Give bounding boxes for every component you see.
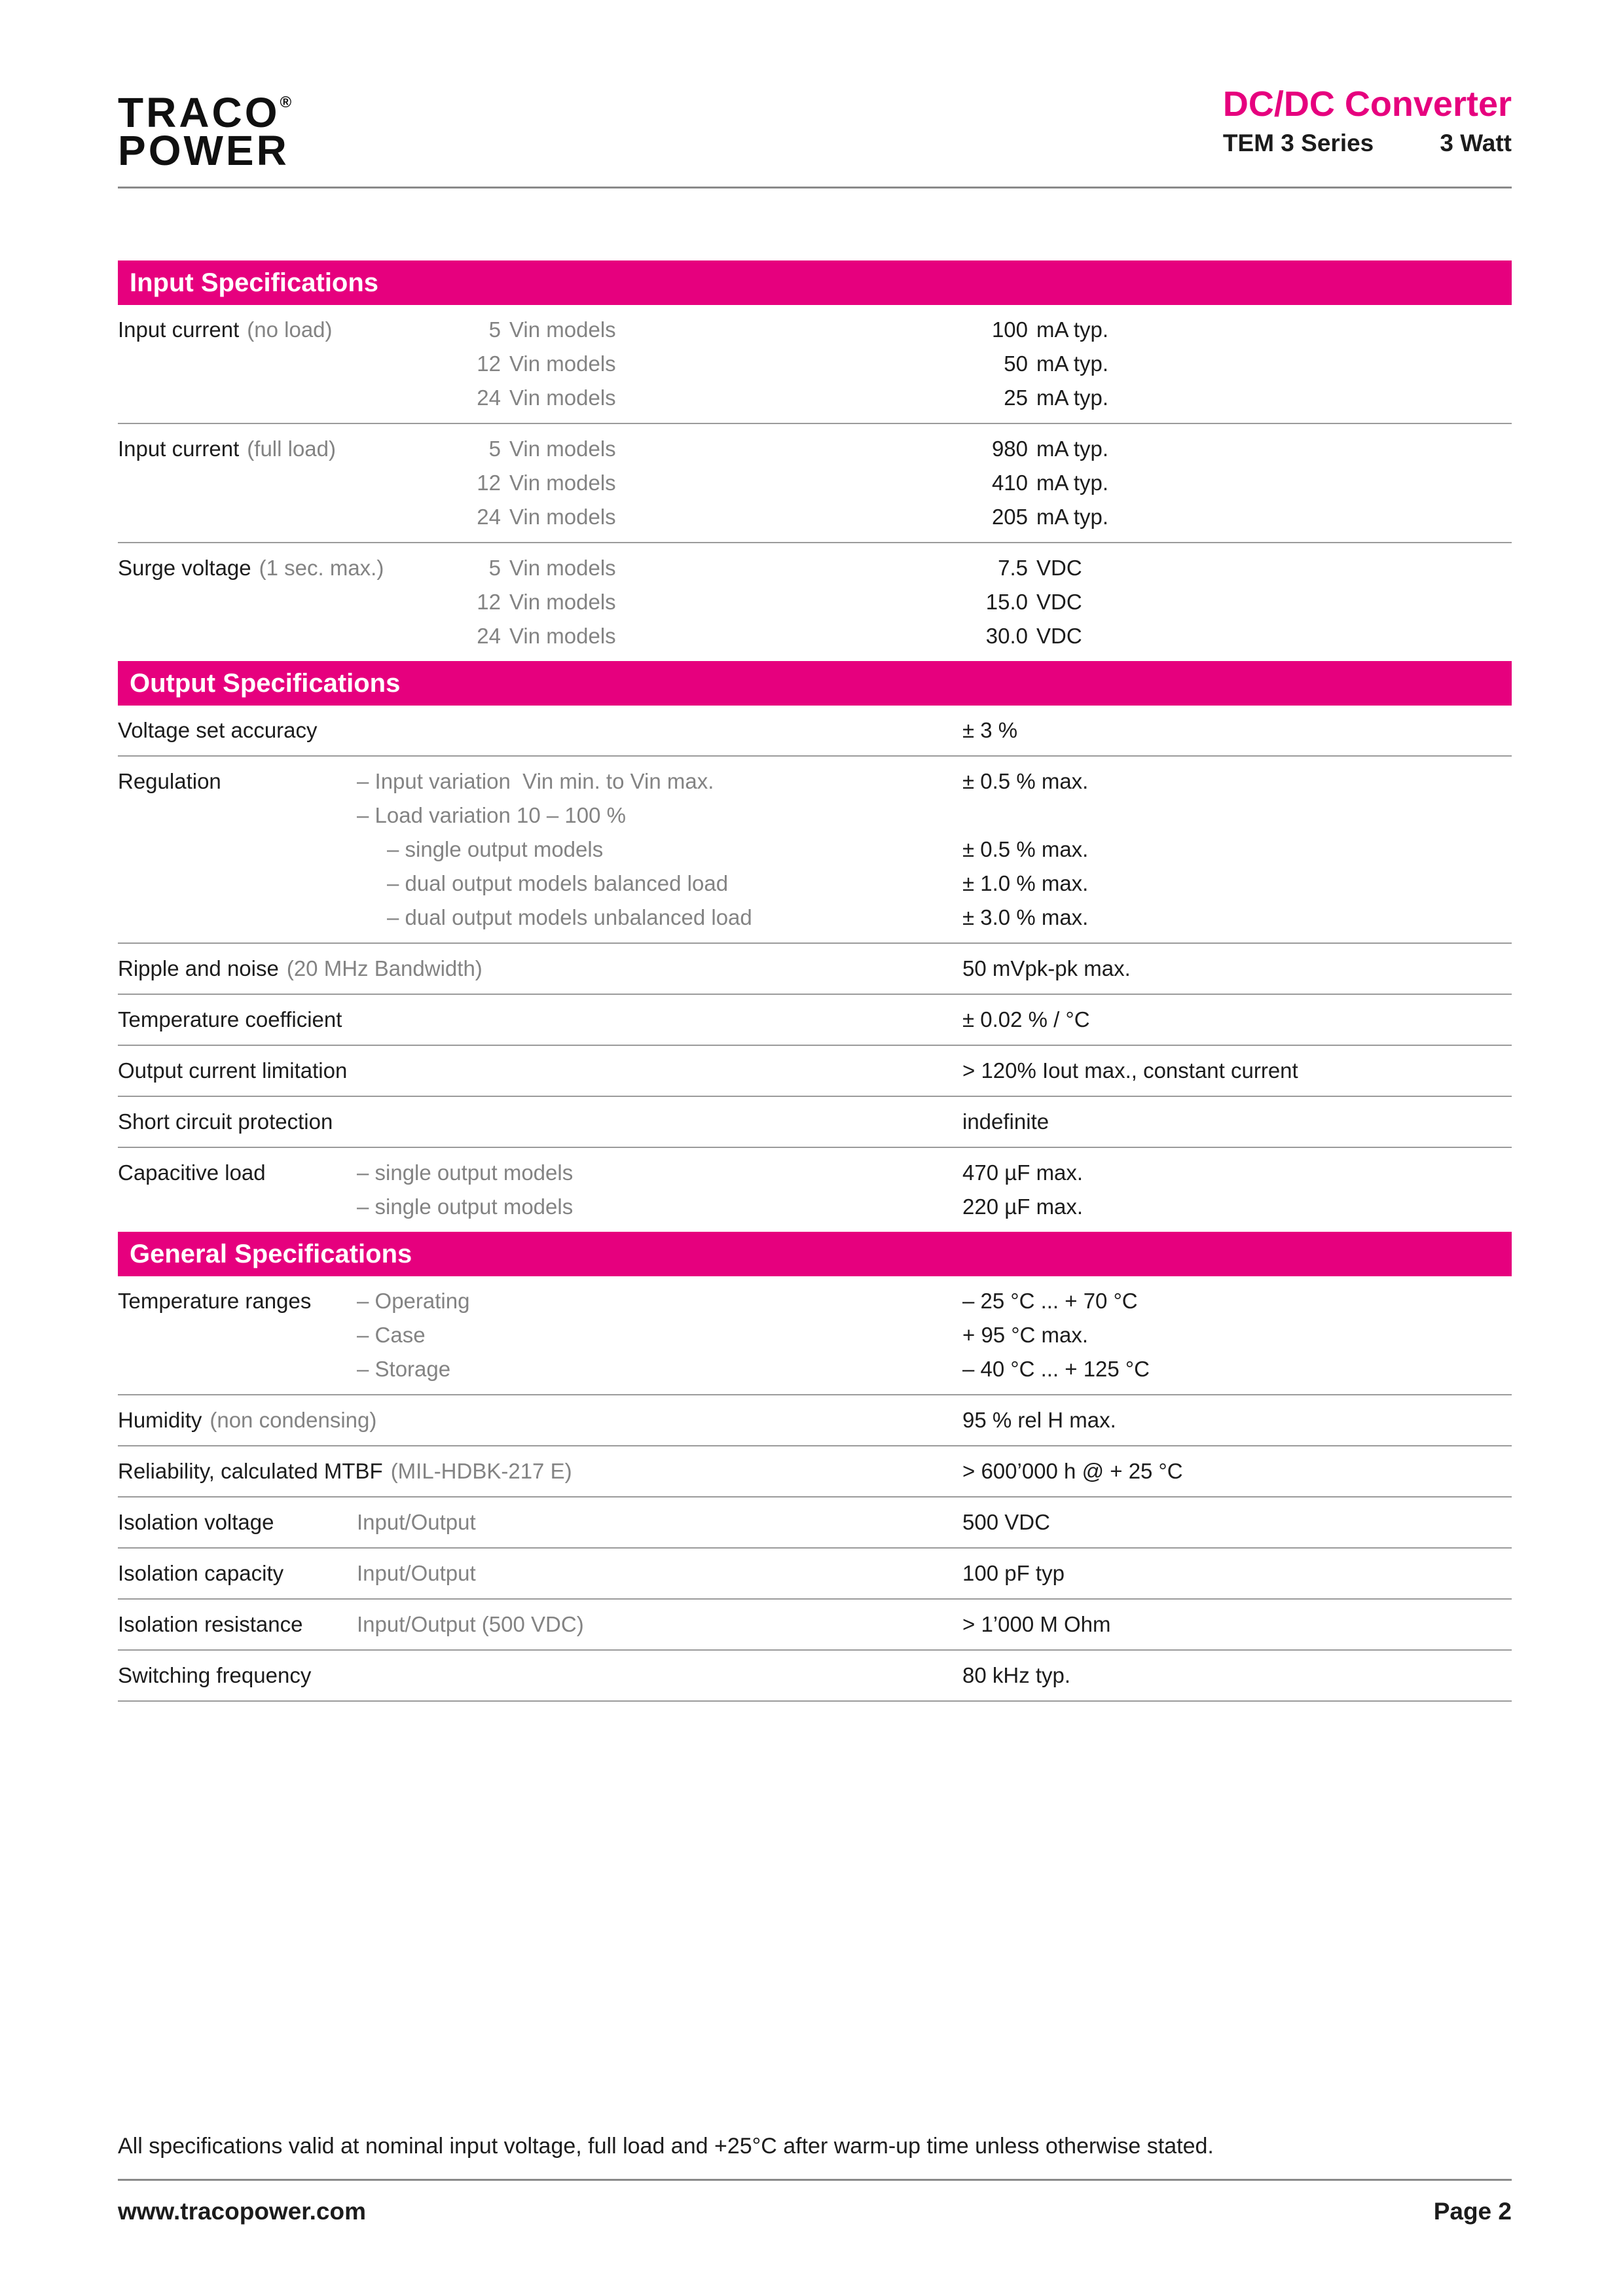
value-text: ± 0.5 % max. bbox=[962, 837, 1089, 861]
section-header-input-specifications: Input Specifications bbox=[118, 260, 1512, 305]
spec-sub-empty bbox=[357, 1659, 962, 1693]
value-text: + 95 °C max. bbox=[962, 1323, 1089, 1347]
footer-divider bbox=[118, 2179, 1512, 2181]
spec-line bbox=[118, 1454, 1512, 1488]
value-unit: mA typ. bbox=[1036, 351, 1109, 376]
spec-line bbox=[118, 1403, 1512, 1437]
value-cell-empty bbox=[962, 798, 1512, 833]
row-divider bbox=[118, 1700, 1512, 1702]
model-cell bbox=[357, 347, 962, 381]
value-text: indefinite bbox=[962, 1109, 1049, 1134]
value-text: 220 µF max. bbox=[962, 1194, 1084, 1219]
spec-label-empty bbox=[118, 381, 357, 415]
spec-sub-empty bbox=[357, 713, 962, 747]
value-text: – 25 °C ... + 70 °C bbox=[962, 1289, 1138, 1313]
spec-label bbox=[118, 1454, 572, 1488]
model-cell bbox=[357, 619, 962, 653]
spec-label bbox=[118, 1659, 357, 1693]
spec-sub bbox=[357, 901, 962, 935]
spec-line bbox=[118, 585, 1512, 619]
row-humidity bbox=[118, 1395, 1512, 1445]
spec-label bbox=[118, 1556, 357, 1590]
value-cell bbox=[962, 313, 1512, 347]
page-footer bbox=[118, 2134, 1512, 2225]
page-content bbox=[118, 84, 1512, 1702]
spec-line bbox=[118, 1318, 1512, 1352]
value-number: 25 bbox=[1004, 386, 1028, 410]
spec-label-empty bbox=[118, 466, 357, 500]
model-number: 12 bbox=[477, 471, 501, 495]
label-text: Input current bbox=[118, 437, 240, 461]
spec-label-empty bbox=[118, 798, 357, 833]
spec-sub bbox=[357, 1505, 962, 1539]
label-text: Humidity bbox=[118, 1408, 202, 1432]
value-cell bbox=[962, 833, 1512, 867]
value-unit: VDC bbox=[1036, 590, 1082, 614]
label-text: Switching frequency bbox=[118, 1663, 312, 1687]
label-text: Surge voltage bbox=[118, 556, 251, 580]
spec-label bbox=[118, 1054, 357, 1088]
row-output-current-limitation bbox=[118, 1046, 1512, 1096]
header-divider bbox=[118, 187, 1512, 188]
spec-line bbox=[118, 432, 1512, 466]
label-text: Ripple and noise bbox=[118, 956, 279, 980]
value-cell bbox=[962, 466, 1512, 500]
value-text: > 600’000 h @ + 25 °C bbox=[962, 1459, 1183, 1483]
row-surge-voltage bbox=[118, 543, 1512, 661]
value-text: 100 pF typ bbox=[962, 1561, 1065, 1585]
row-reliability-mtbf bbox=[118, 1446, 1512, 1496]
spec-sub bbox=[357, 1190, 962, 1224]
model-number: 24 bbox=[477, 386, 501, 410]
spec-line bbox=[118, 313, 1512, 347]
spec-line bbox=[118, 1659, 1512, 1693]
model-text: Vin models bbox=[509, 505, 616, 529]
spec-line bbox=[118, 1284, 1512, 1318]
spec-sub-text: Input/Output (500 VDC) bbox=[357, 1612, 584, 1636]
spec-line bbox=[118, 1054, 1512, 1088]
value-cell bbox=[962, 1190, 1512, 1224]
value-cell bbox=[962, 347, 1512, 381]
value-cell bbox=[962, 1156, 1512, 1190]
model-number: 12 bbox=[477, 351, 501, 376]
spec-label bbox=[118, 1284, 357, 1318]
spec-label bbox=[118, 1156, 357, 1190]
label-note: (MIL-HDBK-217 E) bbox=[390, 1459, 572, 1483]
logo-text-traco: TRACO bbox=[118, 89, 280, 136]
logo-line-traco bbox=[118, 84, 292, 136]
spec-line bbox=[118, 764, 1512, 798]
power-rating: 3 Watt bbox=[1440, 130, 1512, 156]
value-unit: mA typ. bbox=[1036, 437, 1109, 461]
value-cell bbox=[962, 1505, 1512, 1539]
footer-row bbox=[118, 2198, 1512, 2225]
label-text: Voltage set accuracy bbox=[118, 718, 318, 742]
value-text: ± 3.0 % max. bbox=[962, 905, 1089, 929]
spec-sub-empty bbox=[357, 1403, 962, 1437]
model-number: 12 bbox=[477, 590, 501, 614]
spec-sub-text: – dual output models unbalanced load bbox=[387, 905, 752, 929]
model-text: Vin models bbox=[509, 624, 616, 648]
row-switching-frequency bbox=[118, 1651, 1512, 1700]
value-cell bbox=[962, 1318, 1512, 1352]
spec-line bbox=[118, 466, 1512, 500]
value-text: > 120% Iout max., constant current bbox=[962, 1058, 1298, 1083]
value-text: ± 0.02 % / °C bbox=[962, 1007, 1090, 1031]
spec-line bbox=[118, 381, 1512, 415]
value-number: 980 bbox=[991, 437, 1028, 461]
spec-label-empty bbox=[118, 1190, 357, 1224]
spec-line bbox=[118, 500, 1512, 534]
website-link: www.tracopower.com bbox=[118, 2198, 366, 2225]
spec-sub-empty bbox=[357, 1454, 962, 1488]
label-text: Capacitive load bbox=[118, 1160, 266, 1185]
value-cell bbox=[962, 1403, 1512, 1437]
spec-sub-empty bbox=[357, 1003, 962, 1037]
value-text: ± 3 % bbox=[962, 718, 1018, 742]
model-cell bbox=[357, 313, 962, 347]
series-name: TEM 3 Series bbox=[1222, 130, 1374, 156]
registered-trademark-icon: ® bbox=[280, 94, 292, 111]
spec-label bbox=[118, 1403, 377, 1437]
value-text: ± 0.5 % max. bbox=[962, 769, 1089, 793]
value-cell bbox=[962, 500, 1512, 534]
model-text: Vin models bbox=[509, 471, 616, 495]
spec-sub-text: – Case bbox=[357, 1323, 426, 1347]
value-number: 15.0 bbox=[985, 590, 1028, 614]
spec-label-empty bbox=[118, 585, 357, 619]
label-text: Isolation resistance bbox=[118, 1612, 303, 1636]
label-note: (1 sec. max.) bbox=[259, 556, 384, 580]
spec-sub-text: – Load variation 10 – 100 % bbox=[357, 803, 626, 827]
spec-label-empty bbox=[118, 901, 357, 935]
spec-line bbox=[118, 901, 1512, 935]
value-unit: mA typ. bbox=[1036, 505, 1109, 529]
label-text: Reliability, calculated MTBF bbox=[118, 1459, 383, 1483]
model-number: 5 bbox=[488, 317, 501, 342]
spec-label bbox=[118, 1607, 357, 1641]
spec-sub-text: – Operating bbox=[357, 1289, 470, 1313]
row-isolation-voltage bbox=[118, 1498, 1512, 1547]
spec-label-empty bbox=[118, 1318, 357, 1352]
product-title: DC/DC Converter bbox=[1222, 84, 1512, 124]
spec-line bbox=[118, 1003, 1512, 1037]
label-text: Isolation capacity bbox=[118, 1561, 284, 1585]
header bbox=[118, 84, 1512, 174]
spec-label-empty bbox=[118, 1352, 357, 1386]
spec-label-empty bbox=[118, 833, 357, 867]
value-number: 50 bbox=[1004, 351, 1028, 376]
spec-line bbox=[118, 1105, 1512, 1139]
traco-power-logo bbox=[118, 84, 292, 174]
value-text: 470 µF max. bbox=[962, 1160, 1084, 1185]
spec-line bbox=[118, 833, 1512, 867]
value-number: 410 bbox=[991, 471, 1028, 495]
row-capacitive-load bbox=[118, 1148, 1512, 1232]
value-cell bbox=[962, 1003, 1512, 1037]
model-number: 5 bbox=[488, 556, 501, 580]
value-text: 50 mVpk-pk max. bbox=[962, 956, 1131, 980]
value-text: > 1’000 M Ohm bbox=[962, 1612, 1111, 1636]
value-cell bbox=[962, 1054, 1512, 1088]
value-unit: VDC bbox=[1036, 556, 1082, 580]
row-temperature-ranges bbox=[118, 1276, 1512, 1394]
row-input-current-no-load bbox=[118, 305, 1512, 423]
page-number: Page 2 bbox=[1433, 2198, 1512, 2225]
model-text: Vin models bbox=[509, 556, 616, 580]
spec-line bbox=[118, 798, 1512, 833]
row-voltage-set-accuracy bbox=[118, 706, 1512, 755]
value-cell bbox=[962, 1659, 1512, 1693]
model-text: Vin models bbox=[509, 386, 616, 410]
spec-label-empty bbox=[118, 500, 357, 534]
value-cell bbox=[962, 764, 1512, 798]
series-row bbox=[1223, 130, 1512, 157]
spec-line bbox=[118, 1556, 1512, 1590]
model-text: Vin models bbox=[509, 351, 616, 376]
label-text: Temperature ranges bbox=[118, 1289, 312, 1313]
value-number: 205 bbox=[991, 505, 1028, 529]
value-cell bbox=[962, 432, 1512, 466]
spec-label bbox=[118, 432, 357, 466]
value-unit: mA typ. bbox=[1036, 471, 1109, 495]
model-text: Vin models bbox=[509, 317, 616, 342]
spec-line bbox=[118, 1505, 1512, 1539]
logo-line-power: POWER bbox=[118, 127, 289, 174]
spec-line bbox=[118, 551, 1512, 585]
spec-line bbox=[118, 867, 1512, 901]
model-text: Vin models bbox=[509, 590, 616, 614]
row-isolation-resistance bbox=[118, 1600, 1512, 1649]
value-cell bbox=[962, 1352, 1512, 1386]
model-cell bbox=[357, 432, 962, 466]
section-header-output-specifications: Output Specifications bbox=[118, 661, 1512, 706]
spec-sub bbox=[357, 798, 962, 833]
spec-label bbox=[118, 1105, 357, 1139]
row-temperature-coefficient bbox=[118, 995, 1512, 1045]
spec-sub bbox=[357, 1318, 962, 1352]
spec-label bbox=[118, 952, 483, 986]
value-cell bbox=[962, 551, 1512, 585]
spec-sub bbox=[357, 1352, 962, 1386]
spec-sub bbox=[357, 1556, 962, 1590]
value-cell bbox=[962, 713, 1512, 747]
spec-sub-text: Input/Output bbox=[357, 1561, 476, 1585]
value-cell bbox=[962, 1556, 1512, 1590]
label-text: Isolation voltage bbox=[118, 1510, 274, 1534]
value-cell bbox=[962, 1105, 1512, 1139]
model-number: 24 bbox=[477, 505, 501, 529]
label-text: Input current bbox=[118, 317, 240, 342]
spec-label bbox=[118, 764, 357, 798]
model-number: 24 bbox=[477, 624, 501, 648]
spec-label bbox=[118, 713, 357, 747]
spec-label-empty bbox=[118, 867, 357, 901]
value-number: 100 bbox=[991, 317, 1028, 342]
spec-sub-text: – dual output models balanced load bbox=[387, 871, 729, 895]
row-isolation-capacity bbox=[118, 1549, 1512, 1598]
model-cell bbox=[357, 466, 962, 500]
spec-sub-empty bbox=[357, 952, 962, 986]
label-text: Temperature coefficient bbox=[118, 1007, 342, 1031]
value-text: ± 1.0 % max. bbox=[962, 871, 1089, 895]
value-cell bbox=[962, 1607, 1512, 1641]
header-right bbox=[1223, 84, 1512, 157]
value-text: 500 VDC bbox=[962, 1510, 1050, 1534]
value-cell bbox=[962, 952, 1512, 986]
value-unit: mA typ. bbox=[1036, 386, 1109, 410]
spec-sub bbox=[357, 1156, 962, 1190]
spec-line bbox=[118, 1352, 1512, 1386]
spec-label bbox=[118, 313, 357, 347]
section-header-general-specifications: General Specifications bbox=[118, 1232, 1512, 1276]
label-note: (20 MHz Bandwidth) bbox=[286, 956, 483, 980]
spec-sub-text: – single output models bbox=[357, 1194, 574, 1219]
value-cell bbox=[962, 901, 1512, 935]
model-text: Vin models bbox=[509, 437, 616, 461]
spec-sub bbox=[357, 1607, 962, 1641]
value-cell bbox=[962, 1284, 1512, 1318]
label-text: Regulation bbox=[118, 769, 221, 793]
spec-sub bbox=[357, 764, 962, 798]
value-cell bbox=[962, 585, 1512, 619]
spec-sub bbox=[357, 867, 962, 901]
spec-line bbox=[118, 347, 1512, 381]
value-number: 30.0 bbox=[985, 624, 1028, 648]
spec-sub-empty bbox=[357, 1054, 962, 1088]
model-number: 5 bbox=[488, 437, 501, 461]
label-note: (full load) bbox=[247, 437, 337, 461]
value-cell bbox=[962, 867, 1512, 901]
value-text: 80 kHz typ. bbox=[962, 1663, 1071, 1687]
spec-label-empty bbox=[118, 347, 357, 381]
spec-label bbox=[118, 1505, 357, 1539]
row-input-current-full-load bbox=[118, 424, 1512, 542]
spec-line bbox=[118, 1190, 1512, 1224]
spec-sub-text: – single output models bbox=[357, 1160, 574, 1185]
spec-label bbox=[118, 1003, 357, 1037]
label-text: Output current limitation bbox=[118, 1058, 348, 1083]
spec-line bbox=[118, 1607, 1512, 1641]
spec-line bbox=[118, 713, 1512, 747]
row-short-circuit-protection bbox=[118, 1097, 1512, 1147]
spec-line bbox=[118, 1156, 1512, 1190]
spec-sub bbox=[357, 833, 962, 867]
spec-line bbox=[118, 619, 1512, 653]
model-cell bbox=[357, 381, 962, 415]
spec-line bbox=[118, 952, 1512, 986]
spec-label-empty bbox=[118, 619, 357, 653]
value-text: – 40 °C ... + 125 °C bbox=[962, 1357, 1150, 1381]
value-cell bbox=[962, 1454, 1512, 1488]
spec-sub-text: – Storage bbox=[357, 1357, 451, 1381]
spec-sub-text: – single output models bbox=[387, 837, 604, 861]
label-note: (no load) bbox=[247, 317, 333, 342]
value-number: 7.5 bbox=[998, 556, 1028, 580]
value-unit: mA typ. bbox=[1036, 317, 1109, 342]
row-regulation bbox=[118, 757, 1512, 942]
row-ripple-and-noise bbox=[118, 944, 1512, 994]
disclaimer-text: All specifications valid at nominal input voltage, full load and +25°C after warm-up time unless otherwise stated. bbox=[118, 2134, 1214, 2159]
spec-label bbox=[118, 551, 384, 585]
spec-sub-empty bbox=[357, 1105, 962, 1139]
value-cell bbox=[962, 381, 1512, 415]
value-cell bbox=[962, 619, 1512, 653]
spec-sub-text: – Input variation Vin min. to Vin max. bbox=[357, 769, 714, 793]
value-unit: VDC bbox=[1036, 624, 1082, 648]
label-note: (non condensing) bbox=[210, 1408, 377, 1432]
value-text: 95 % rel H max. bbox=[962, 1408, 1116, 1432]
spec-sub bbox=[357, 1284, 962, 1318]
model-cell bbox=[357, 551, 962, 585]
model-cell bbox=[357, 500, 962, 534]
label-text: Short circuit protection bbox=[118, 1109, 333, 1134]
spec-sub-text: Input/Output bbox=[357, 1510, 476, 1534]
model-cell bbox=[357, 585, 962, 619]
